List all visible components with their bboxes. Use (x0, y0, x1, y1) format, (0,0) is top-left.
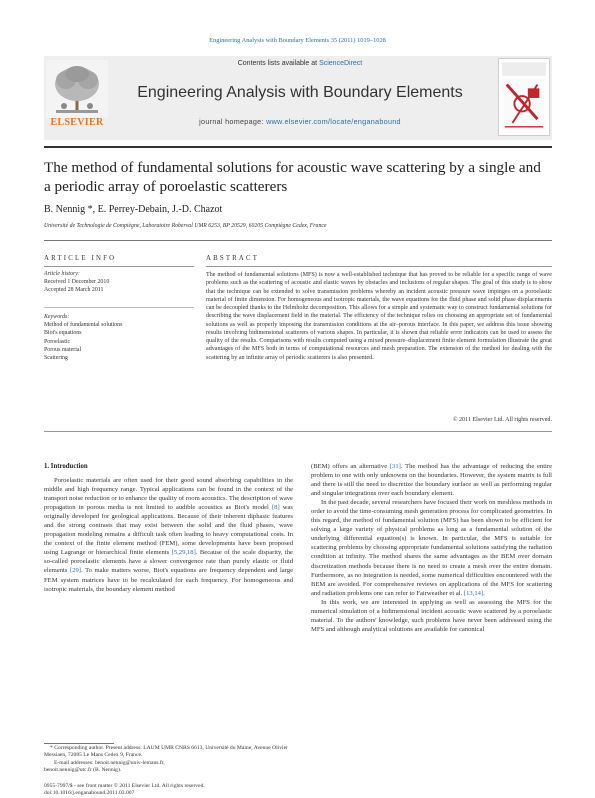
footnote-block (44, 745, 293, 775)
keyword-item: Method of fundamental solutions (44, 322, 123, 329)
intro-paragraph-1-continued: (BEM) offers an alternative [31]. The method has the advantage of reducing the entire problem to one with only unknowns on the boundaries. However, the system matrix is full and there is still the need to discretize the boundary surface as well as performing regular and singular integrations over each boundary element. (311, 463, 552, 498)
homepage-url-link[interactable]: www.elsevier.com/locate/enganabound (266, 117, 401, 126)
header-divider (44, 146, 552, 148)
accepted-date: Accepted 28 March 2011 (44, 287, 104, 294)
footnote-divider (44, 743, 114, 744)
article-history (44, 270, 194, 295)
abstract-text: The method of fundamental solutions (MFS) is now a well-established technique that has proved to be reliable for a specific range of wave problems such as the scattering of acoustic and elastic waves by obstacles and inclusions of regular shapes. The goal of this study is to show that the technique can be extended to solve transmission problems whereby an incident acoustic pressure wave impinges on a poroelastic material of finite dimension. For homogeneous and isotropic materials, the wave equations for the fluid phase and solid phase displacements can be decoupled thanks to the Helmholtz decomposition. This allows for a simple and systematic way to construct fundamental solutions for describing the wave displacement field in the material. The efficiency of the technique relies on choosing an appropriate set of fundamental solutions as well as properly imposing the transmission conditions at the air–porous interface. In this paper, we address this issue showing results involving bidimensional scatterers of various shapes. In particular, it is shown that reliable error indicators can be used to assess the quality of the results. Comparisons with results computed using a mixed pressure–displacement finite element formulation illustrate the great advantages of the MFS both in terms of computational resources and mesh preparation. The extension of the method for dealing with the scattering by an infinite array of periodic scatterers is also presented. (206, 272, 552, 361)
keyword-item: Scattering (44, 355, 68, 362)
publisher-name: ELSEVIER (50, 117, 104, 128)
keyword-item: Poroelastic (44, 338, 71, 345)
citation-link[interactable]: [13,14] (463, 589, 484, 597)
intro-paragraph-3: In this work, we are interested in applying as well as assessing the MFS for the numerical simulation of a bidimensional incident acoustic wave scattered by a poroelastic material. To the authors' knowledge, such problems have never been addressed using the MFS and although analytical solutions are available for canonical (311, 598, 552, 633)
corresponding-author-note: * Corresponding author. Present address: LAUM UMR CNRS 6613, Université du Maine, Avenue Olivier Messiaen, 72085 Le Mans Cedex 9, France. (44, 745, 288, 759)
intro-paragraph-2: In the past decade, several researchers have focused their work on meshless methods in order to avoid the time-consuming mesh generation process for complicated geometries. In this regard, the method of fundamental solution (MFS) has been shown to be efficient for solving a large variety of physical problems as long as a fundamental solution of the underlying differential equation(s) is known. In particular, the MFS is suitable for scattering problems by choosing appropriate fundamental solutions satisfying the radiation condition at infinity. The method shares the same advantages as the BEM over domain discretization methods because there is no need to create a mesh over the entire domain. Furthermore, as no integration is needed, some numerical difficulties encountered with the BEM are avoided. For comprehensive reviews on applications of the MFS for scattering and radiation problems one can refer to Fairweather et al. [13,14]. (311, 499, 552, 597)
author-affiliation: Université de Technologie de Compiègne, Laboratoire Roberval UMR 6253, BP 20529, 60205 Compiègne Cedex, France (44, 223, 327, 229)
citation-link[interactable]: [8] (271, 504, 280, 512)
intro-paragraph-1: Poroelastic materials are often used for their good sound absorbing capabilities in the middle and high frequency range. Typical applications can be found in the context of the transport noise reduction or to enhance the quality of room acoustics. The description of wave propagation in porous media is not limited to audible acoustics as Biot's model [8] was originally developed for geological applications. Because of their inherent diphasic features and the strong contrasts that may exist between the solid and the fluid phases, wave propagation modeling remains a difficult task often leading to heavy computational costs. In the context of the finite element method (FEM), some developments have been proposed using Lagrange or hierarchical finite elements [5,29,18]. Because of the scale disparity, the so-called poroelastic elements have a slower convergence rate than purely elastic or fluid elements [29]. To make matters worse, Biot's equations are frequency dependent and large FEM system matrices have to be recalculated for each frequency. For homogeneous and isotropic materials, the boundary element method (44, 477, 294, 593)
section-heading-introduction: 1. Introduction (44, 463, 88, 470)
citation-link[interactable]: [31] (389, 463, 401, 470)
article-info-rule (44, 266, 194, 267)
article-info-heading: ARTICLE INFO (44, 255, 117, 262)
abstract-bottom-divider (44, 431, 552, 432)
article-title: The method of fundamental solutions for acoustic wave scattering by a single and a periodic array of poroelastic scatterers (44, 159, 541, 195)
contents-available-line (110, 60, 490, 67)
sciencedirect-link[interactable]: ScienceDirect (319, 60, 363, 67)
doi-line[interactable]: doi:10.1016/j.enganabound.2011.03.007 (44, 790, 135, 797)
history-label: Article history: (44, 271, 80, 277)
citation-link[interactable]: [29] (70, 567, 81, 575)
contents-prefix: Contents lists available at (237, 60, 320, 67)
issn-line: 0955-7997/$ - see front matter © 2011 Elsevier Ltd. All rights reserved. (44, 783, 205, 789)
abstract-heading: ABSTRACT (206, 255, 260, 262)
abstract-rule (206, 266, 552, 267)
article-authors: B. Nennig *, E. Perrey-Debain, J.-D. Chazot (44, 204, 223, 215)
homepage-prefix: journal homepage: (199, 117, 267, 126)
body-column-left (44, 476, 293, 594)
journal-citation-line: Engineering Analysis with Boundary Elements 35 (2011) 1019–1028 (209, 37, 386, 44)
journal-title: Engineering Analysis with Boundary Elements (137, 84, 463, 101)
received-date: Received 1 December 2010 (44, 279, 110, 286)
journal-cover-thumbnail (498, 58, 550, 136)
body-column-right (311, 462, 552, 634)
citation-link[interactable]: [5,29,18] (171, 549, 196, 557)
history-divider (44, 307, 194, 308)
journal-homepage-line (110, 117, 490, 126)
keywords-block (44, 313, 194, 362)
email-addresses: E-mail addresses: benoit.nennig@univ-lemans.fr, (54, 759, 165, 766)
email-addresses-continued: benoit.nennig@utc.fr (B. Nennig). (44, 767, 122, 774)
keyword-item: Biot's equations (44, 330, 82, 337)
keywords-label: Keywords: (44, 314, 70, 320)
title-divider (44, 240, 552, 241)
issn-doi-block (44, 783, 293, 798)
abstract-copyright: © 2011 Elsevier Ltd. All rights reserved. (452, 417, 552, 423)
keyword-item: Porous material (44, 346, 82, 353)
